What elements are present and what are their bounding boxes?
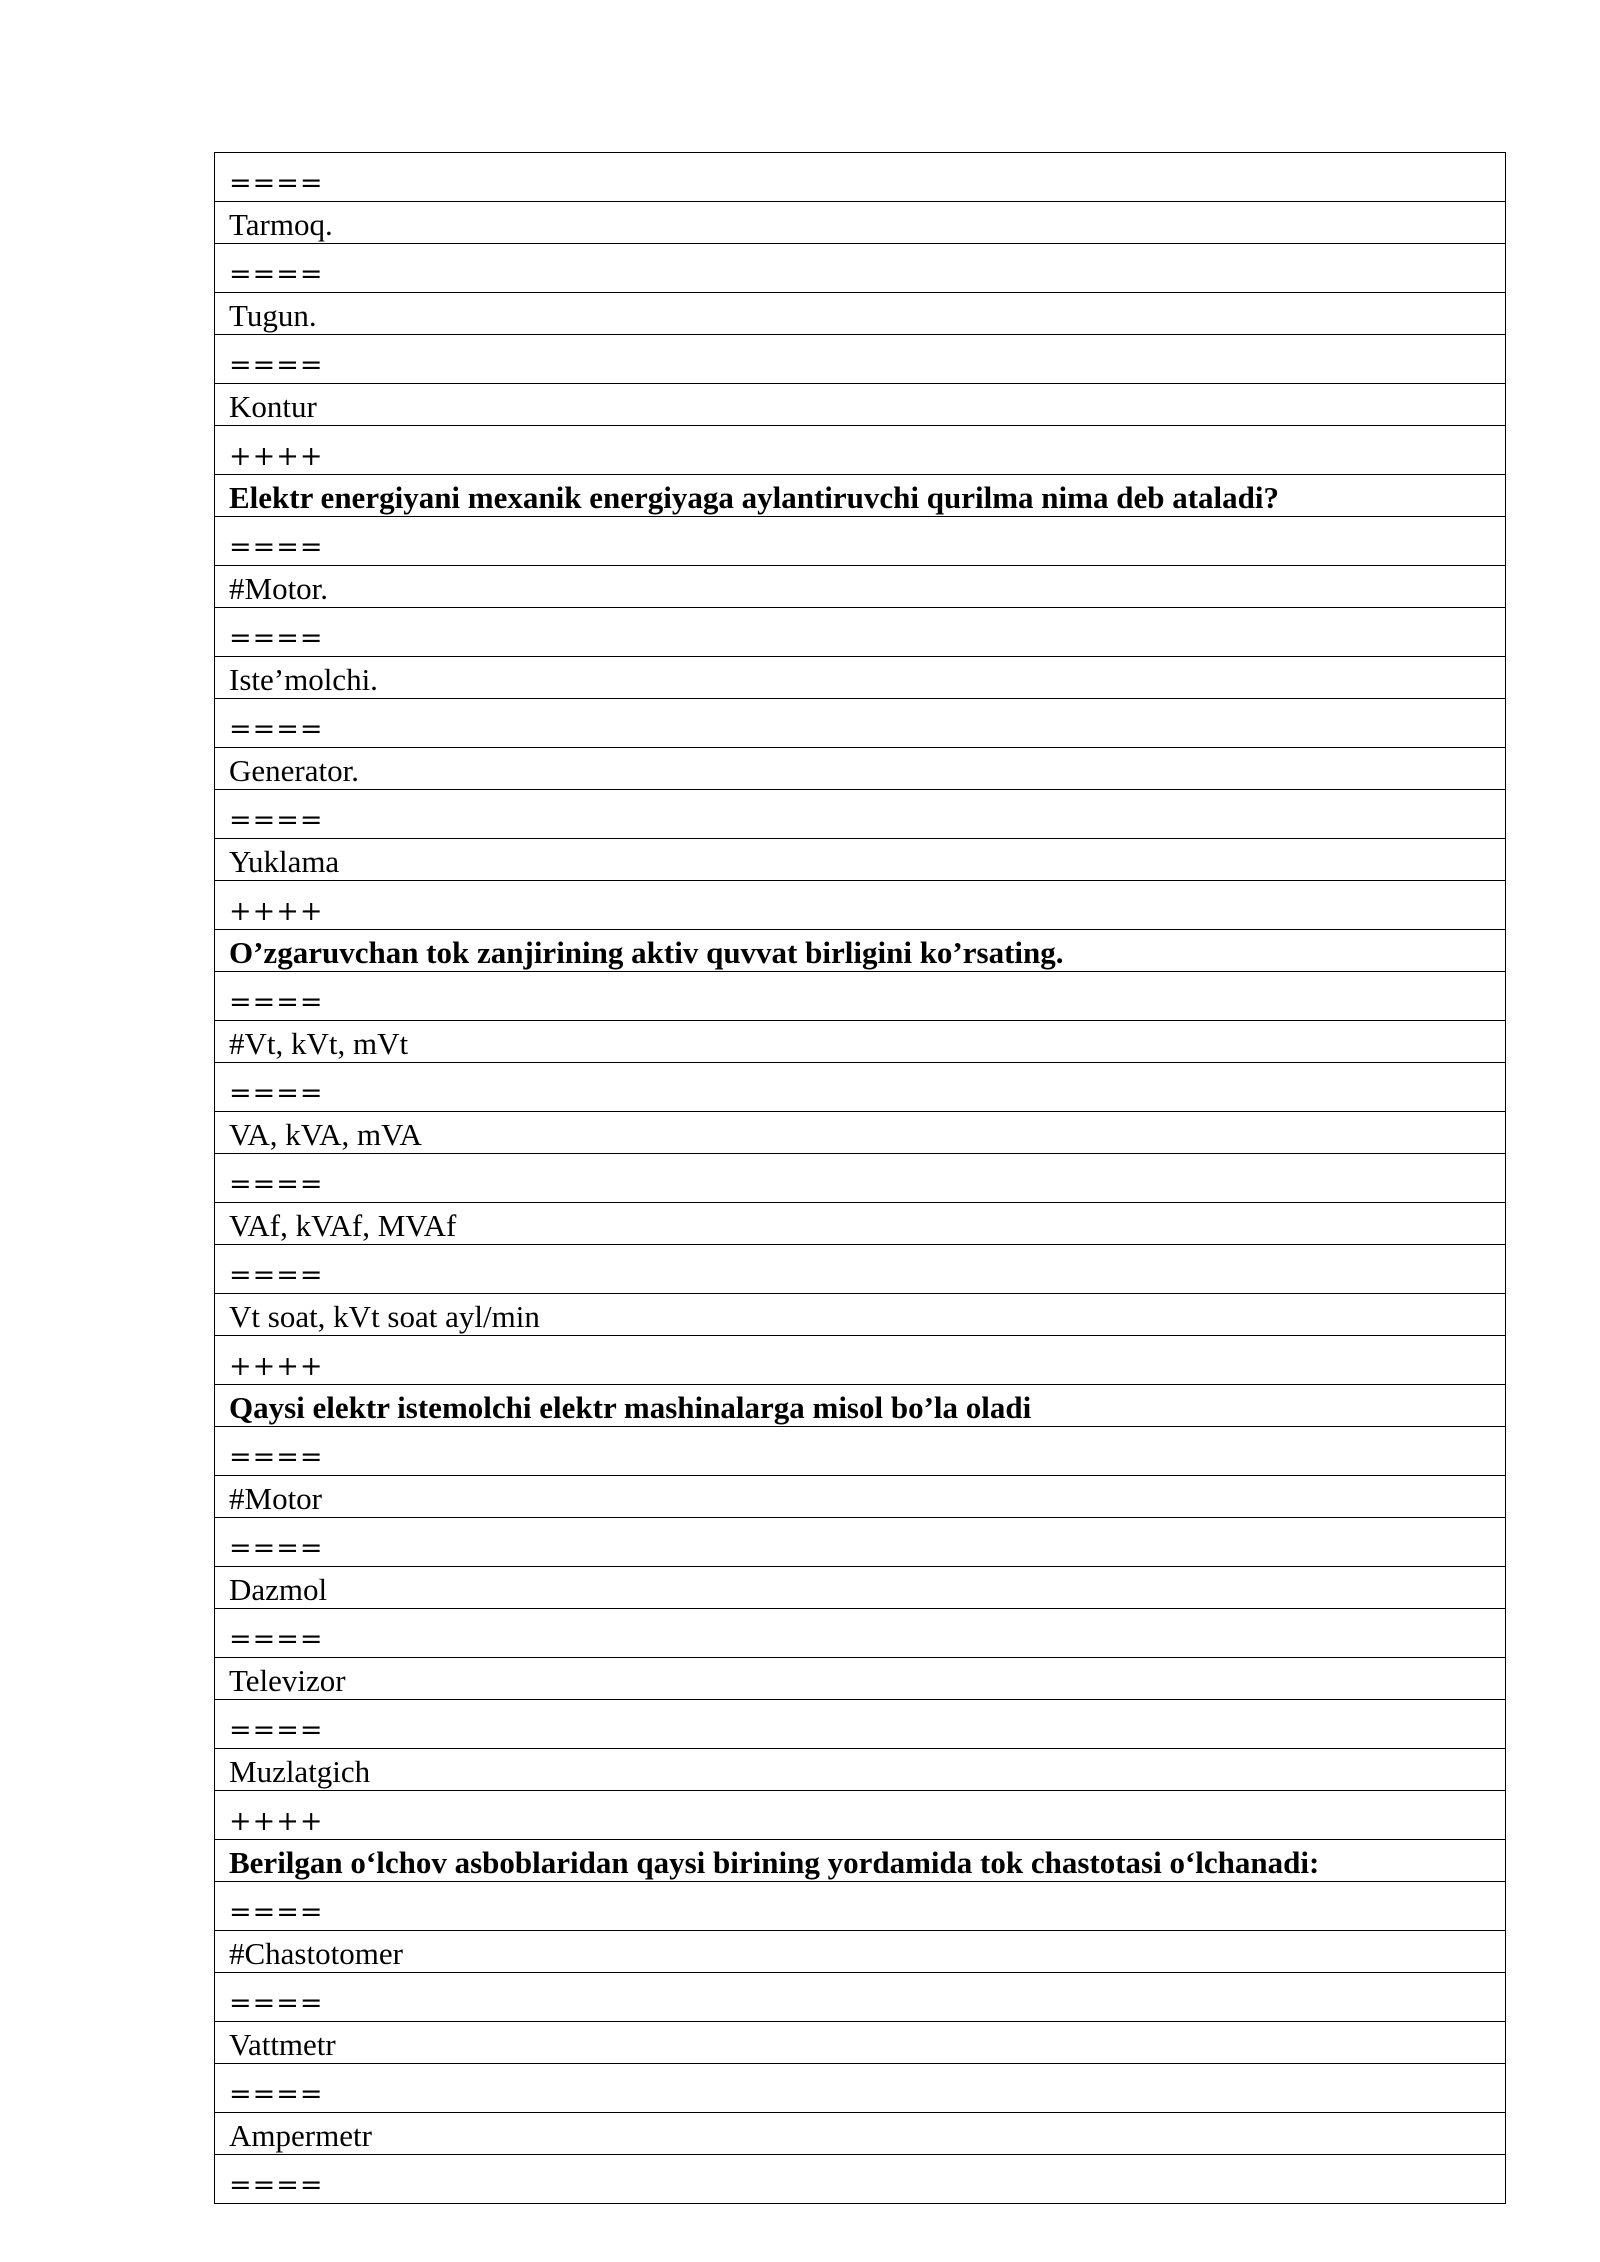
- answer-row: [215, 1294, 1506, 1336]
- answer-row: [215, 566, 1506, 608]
- answer-cell: #Motor.: [215, 566, 1506, 608]
- answer-row: [215, 1931, 1506, 1973]
- answer-row: [215, 748, 1506, 790]
- separator-row: [215, 1609, 1506, 1658]
- answer-cell: Kontur: [215, 384, 1506, 426]
- answer-row: [215, 1112, 1506, 1154]
- separator-cell: ====: [215, 1427, 1506, 1476]
- question-marker-cell: ++++: [215, 1791, 1506, 1840]
- separator-row: [215, 517, 1506, 566]
- answer-cell: VAf, kVAf, MVAf: [215, 1203, 1506, 1245]
- separator-row: [215, 1245, 1506, 1294]
- answer-row: [215, 1203, 1506, 1245]
- separator-row: [215, 1700, 1506, 1749]
- separator-cell: ====: [215, 608, 1506, 657]
- answer-cell: #Motor: [215, 1476, 1506, 1518]
- separator-cell: ====: [215, 517, 1506, 566]
- answer-row: [215, 202, 1506, 244]
- question-cell: Elektr energiyani mexanik energiyaga aylantiruvchi qurilma nima deb ataladi?: [215, 475, 1506, 517]
- answer-cell: Televizor: [215, 1658, 1506, 1700]
- question-row: [215, 930, 1506, 972]
- separator-row: [215, 2155, 1506, 2204]
- answer-row: [215, 839, 1506, 881]
- question-marker-cell: ++++: [215, 1336, 1506, 1385]
- separator-cell: ====: [215, 1245, 1506, 1294]
- separator-row: [215, 335, 1506, 384]
- question-cell: Berilgan o‘lchov asboblaridan qaysi birining yordamida tok chastotasi o‘lchanadi:: [215, 1840, 1506, 1882]
- separator-cell: ====: [215, 153, 1506, 202]
- answer-cell: VA, kVA, mVA: [215, 1112, 1506, 1154]
- question-marker-cell: ++++: [215, 426, 1506, 475]
- question-row: [215, 1840, 1506, 1882]
- separator-cell: ====: [215, 790, 1506, 839]
- question-marker-row: [215, 1791, 1506, 1840]
- separator-cell: ====: [215, 1518, 1506, 1567]
- answer-cell: Tarmoq.: [215, 202, 1506, 244]
- quiz-table: [214, 152, 1506, 2204]
- separator-row: [215, 1154, 1506, 1203]
- separator-row: [215, 244, 1506, 293]
- separator-cell: ====: [215, 1882, 1506, 1931]
- answer-cell: Generator.: [215, 748, 1506, 790]
- answer-cell: Yuklama: [215, 839, 1506, 881]
- answer-cell: Iste’molchi.: [215, 657, 1506, 699]
- answer-cell: Vt soat, kVt soat ayl/min: [215, 1294, 1506, 1336]
- question-marker-row: [215, 1336, 1506, 1385]
- answer-row: [215, 1749, 1506, 1791]
- separator-cell: ====: [215, 244, 1506, 293]
- separator-cell: ====: [215, 972, 1506, 1021]
- question-cell: Qaysi elektr istemolchi elektr mashinalarga misol bo’la oladi: [215, 1385, 1506, 1427]
- separator-cell: ====: [215, 1154, 1506, 1203]
- question-cell: O’zgaruvchan tok zanjirining aktiv quvvat birligini ko’rsating.: [215, 930, 1506, 972]
- answer-row: [215, 1476, 1506, 1518]
- answer-cell: Tugun.: [215, 293, 1506, 335]
- separator-cell: ====: [215, 699, 1506, 748]
- answer-row: [215, 1567, 1506, 1609]
- question-row: [215, 475, 1506, 517]
- separator-row: [215, 1427, 1506, 1476]
- answer-cell: #Chastotomer: [215, 1931, 1506, 1973]
- separator-row: [215, 790, 1506, 839]
- separator-row: [215, 1882, 1506, 1931]
- separator-cell: ====: [215, 1700, 1506, 1749]
- question-marker-row: [215, 426, 1506, 475]
- answer-row: [215, 293, 1506, 335]
- answer-row: [215, 2022, 1506, 2064]
- answer-row: [215, 657, 1506, 699]
- answer-cell: Ampermetr: [215, 2113, 1506, 2155]
- separator-row: [215, 1973, 1506, 2022]
- answer-cell: Muzlatgich: [215, 1749, 1506, 1791]
- answer-cell: Dazmol: [215, 1567, 1506, 1609]
- separator-row: [215, 972, 1506, 1021]
- separator-cell: ====: [215, 1609, 1506, 1658]
- question-marker-row: [215, 881, 1506, 930]
- question-row: [215, 1385, 1506, 1427]
- separator-cell: ====: [215, 1063, 1506, 1112]
- separator-cell: ====: [215, 2064, 1506, 2113]
- answer-cell: #Vt, kVt, mVt: [215, 1021, 1506, 1063]
- answer-row: [215, 384, 1506, 426]
- answer-row: [215, 2113, 1506, 2155]
- separator-row: [215, 608, 1506, 657]
- question-marker-cell: ++++: [215, 881, 1506, 930]
- separator-row: [215, 153, 1506, 202]
- quiz-table-body: [215, 153, 1506, 2204]
- separator-cell: ====: [215, 2155, 1506, 2204]
- separator-cell: ====: [215, 1973, 1506, 2022]
- answer-cell: Vattmetr: [215, 2022, 1506, 2064]
- separator-row: [215, 1518, 1506, 1567]
- separator-row: [215, 2064, 1506, 2113]
- answer-row: [215, 1658, 1506, 1700]
- separator-cell: ====: [215, 335, 1506, 384]
- answer-row: [215, 1021, 1506, 1063]
- separator-row: [215, 699, 1506, 748]
- separator-row: [215, 1063, 1506, 1112]
